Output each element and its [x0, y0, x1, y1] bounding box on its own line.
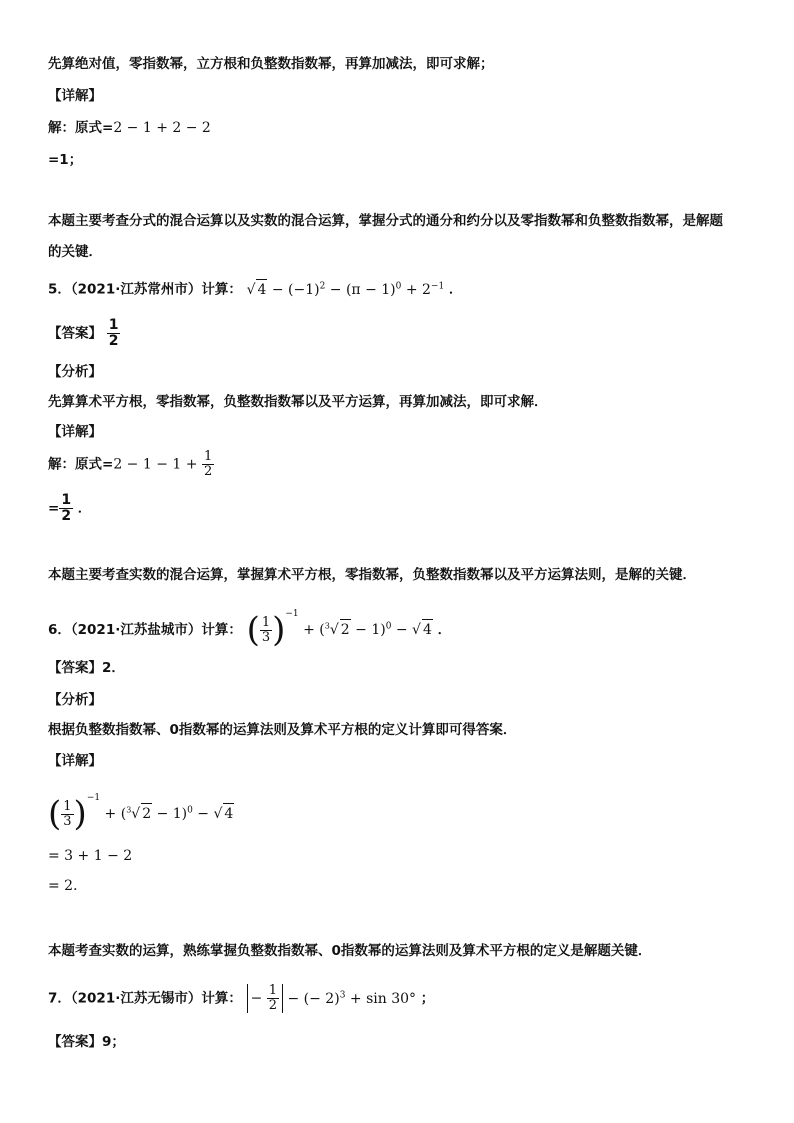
solution-expr: 2 − 1 − 1 + [113, 456, 202, 473]
problem-6-source: 6．（2021·江苏盐城市）计算： [48, 622, 242, 638]
answer-label: 【答案】 [48, 325, 102, 342]
analysis-text-4: 先算绝对值，零指数幂，立方根和负整数指数幂，再算加减法，即可求解； [48, 56, 494, 72]
solution-line-5b: = $\frac{1}{2}$ ． [48, 492, 92, 524]
answer-5-fraction: $\frac{1}{2}$ [108, 317, 119, 349]
detail-heading-4: 【详解】 [48, 88, 102, 104]
solution-line-6c: = 2． [48, 878, 88, 894]
detail-heading-6: 【详解】 [48, 753, 102, 769]
solution-prefix: 解：原式= [48, 456, 114, 473]
detail-heading-5: 【详解】 [48, 424, 102, 440]
analysis-heading-6: 【分析】 [48, 692, 102, 708]
solution-line-6b: = 3 + 1 − 2 [48, 848, 133, 864]
comment-text-4a: 本题主要考查分式的混合运算以及实数的混合运算，掌握分式的通分和约分以及零指数幂和负整数指数幂，是解题 [48, 213, 723, 229]
problem-7-source: 7．（2021·江苏无锡市）计算： [48, 990, 242, 1007]
solution-line-4a [48, 118, 211, 138]
solution-line-4b: =1； [48, 152, 83, 168]
problem-5-source: 5．（2021·江苏常州市）计算： [48, 281, 242, 298]
result-fraction: $\frac{1}{2}$ [61, 492, 72, 524]
problem-5-expression: √ $4 - (-1)^2 - (\pi - 1)^0 + 2^{-1}$ [247, 282, 445, 298]
problem-7: 7．（2021·江苏无锡市）计算： − $\frac{1}{2}$ − (− 2)$^3$ + sin 30° ； [48, 983, 435, 1013]
solution-fraction: $\frac{1}{2}$ [203, 449, 213, 479]
answer-7: 【答案】9； [48, 1034, 125, 1050]
answer-6: 【答案】2． [48, 660, 125, 676]
problem-5: 5．（2021·江苏常州市）计算： √ $4 - (-1)^2 - (\pi - 1)^0 + 2^{-1}$ ． [48, 276, 462, 300]
comment-text-6: 本题考查实数的运算，熟练掌握负整数指数幂、0指数幂的运算法则及算术平方根的定义是解题关键． [48, 943, 652, 959]
equals-sign: = [48, 500, 60, 517]
answer-5 [48, 318, 120, 349]
solution-expr: 2 − 1 + 2 − 2 [113, 120, 211, 136]
problem-6-expression: ( $\frac{1}{3}$ )$^{-1}$ + ($^3$√ 2 − 1)$^0$ − √ 4 [246, 609, 432, 650]
problem-7-expression: − $\frac{1}{2}$ − (− 2)$^3$ + sin 30° [247, 991, 416, 1007]
comment-text-4b: 的关键． [48, 244, 102, 260]
analysis-text-5: 先算算术平方根，零指数幂，负整数指数幂以及平方运算，再算加减法，即可求解． [48, 394, 548, 410]
comment-text-5: 本题主要考查实数的混合运算，掌握算术平方根，零指数幂，负整数指数幂以及平方运算法则，是解的关键． [48, 567, 696, 583]
problem-6: 6．（2021·江苏盐城市）计算： ( $\frac{1}{3}$ )$^{-1}$ + ($^3$√ 2 − 1)$^0$ − √ 4 ． [48, 609, 452, 650]
solution-6-expression: ( $\frac{1}{3}$ )$^{-1}$ + ($^3$√ 2 − 1)$^0$ − √ 4 [48, 793, 234, 834]
solution-prefix: 解：原式= [48, 120, 114, 136]
analysis-text-6: 根据负整数指数幂、0指数幂的运算法则及算术平方根的定义计算即可得答案． [48, 722, 517, 738]
solution-line-5a [48, 450, 214, 479]
analysis-heading-5: 【分析】 [48, 364, 102, 380]
solution-line-6a [48, 788, 234, 834]
